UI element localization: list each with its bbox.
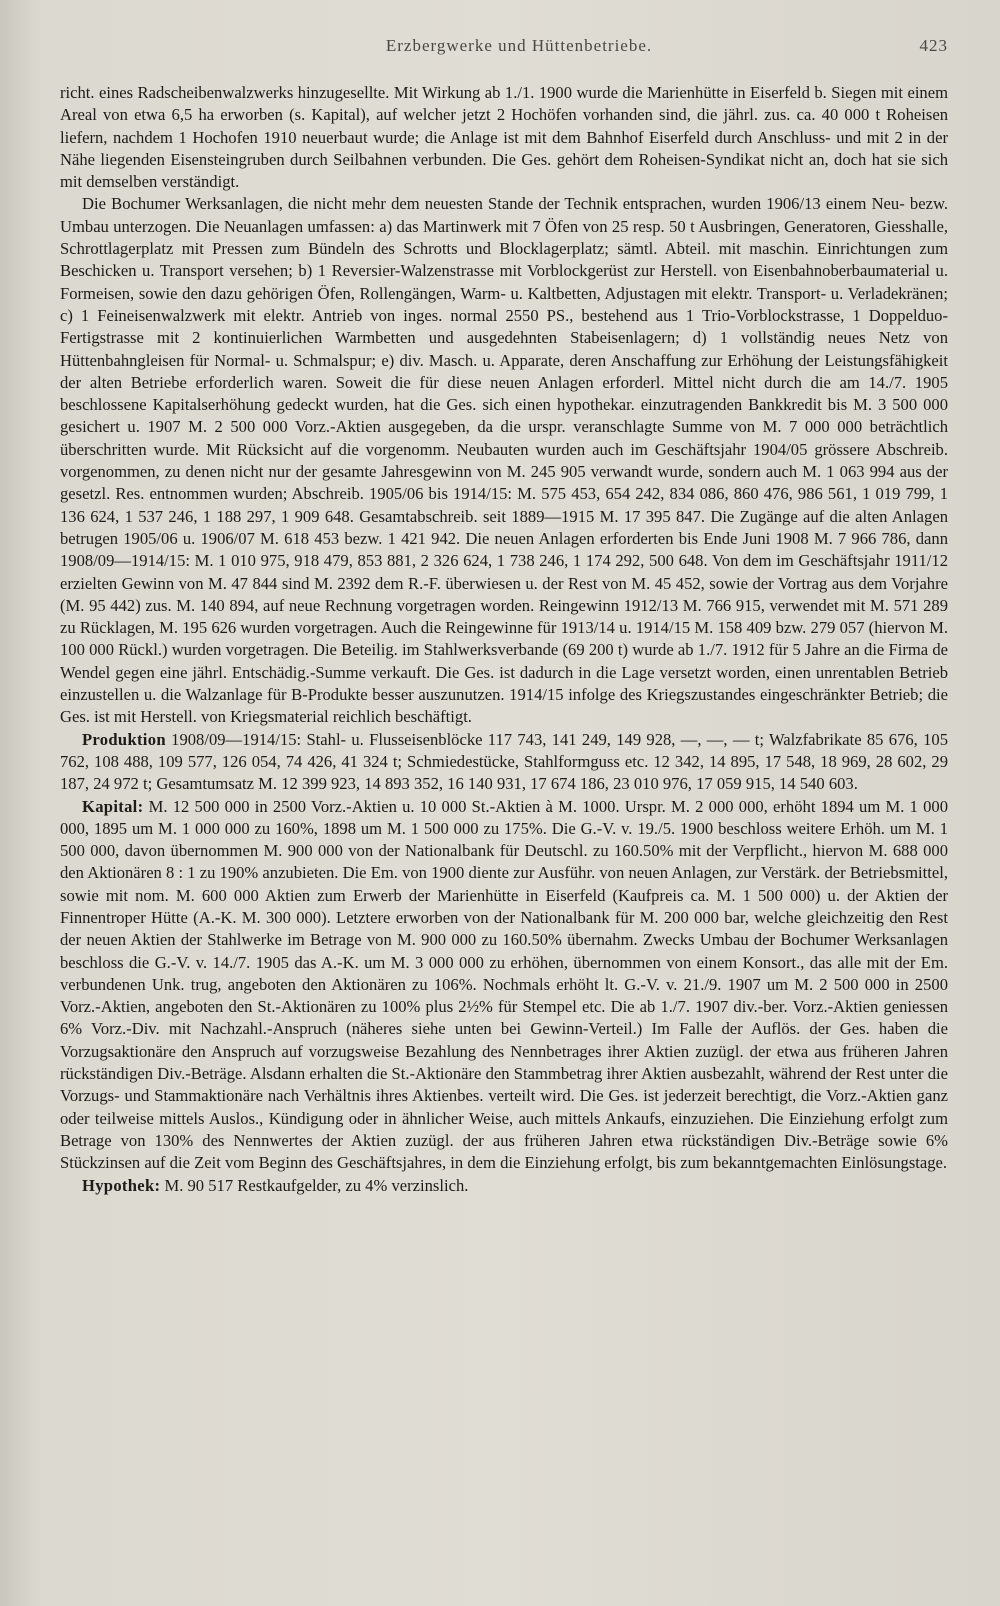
body-text (60, 82, 948, 1197)
paragraph-text: Die Bochumer Werksanlagen, die nicht mehr dem neuesten Stande der Technik entsprachen, wurden 1906/13 einem Neu- bezw. Umbau unterzogen. Die Neuanlagen umfassen: a) das Martinwerk mit 7 Öfen von 25 resp. 50 t Ausbringen, Generatoren, Giesshalle, Schrottlagerplatz mit Pressen zum Bündeln des Schrotts und Blocklagerplatz; sämtl. Abteil. mit maschin. Einrichtungen zum Beschicken u. Transport versehen; b) 1 Reversier-Walzenstrasse mit Vorblockgerüst zur Herstell. von Eisenbahnoberbaumaterial u. Formeisen, sowie den dazu gehörigen Öfen, Rollengängen, Warm- u. Kaltbetten, Adjustagen mit elektr. Transport- u. Verladekränen; c) 1 Feineisenwalzwerk mit elektr. Antrieb von inges. normal 2550 PS., bestehend aus 1 Trio-Vorblockstrasse, 1 Doppelduo-Fertigstrasse mit 2 kontinuierlichen Warmbetten und ausgedehnten Stabeisenlagern; d) 1 vollständig neues Netz von Hüttenbahngleisen für Normal- u. Schmalspur; e) div. Masch. u. Apparate, deren Anschaffung zur Erhöhung der Leistungsfähigkeit der alten Betriebe erforderlich waren. Soweit die für diese neuen Anlagen erforderl. Mittel nicht durch die am 14./7. 1905 beschlossene Kapitalserhöhung gedeckt wurden, hat die Ges. sich einen hypothekar. einzutragenden Bankkredit bis M. 3 500 000 gesichert u. 1907 M. 2 500 000 Vorz.-Aktien ausgegeben, da die urspr. veranschlagte Summe von M. 7 000 000 beträchtlich überschritten wurde. Mit Rücksicht auf die vorgenomm. Neubauten wurden auch im Geschäftsjahr 1904/05 grössere Abschreib. vorgenommen, zu denen nicht nur der gesamte Jahresgewinn von M. 245 905 verwandt wurde, sondern auch M. 1 063 994 aus der gesetzl. Res. entnommen wurden; Abschreib. 1905/06 bis 1914/15: M. 575 453, 654 242, 834 086, 860 476, 986 561, 1 019 799, 1 136 624, 1 537 246, 1 188 297, 1 909 648. Gesamtabschreib. seit 1889—1915 M. 17 395 847. Die Zugänge auf die alten Anlagen betrugen 1905/06 u. 1906/07 M. 618 453 bezw. 1 421 942. Die neuen Anlagen erforderten bis Ende Juni 1908 M. 7 966 786, dann 1908/09—1914/15: M. 1 010 975, 918 479, 853 881, 2 326 624, 1 738 246, 1 174 292, 500 648. Von dem im Geschäftsjahr 1911/12 erzielten Gewinn von M. 47 844 sind M. 2392 dem R.-F. überwiesen u. der Rest von M. 45 452, sowie der Vortrag aus dem Vorjahre (M. 95 442) zus. M. 140 894, auf neue Rechnung vorgetragen worden. Reingewinn 1912/13 M. 766 915, verwendet mit M. 571 289 zu Rücklagen, M. 195 626 wurden vorgetragen. Auch die Reingewinne für 1913/14 u. 1914/15 M. 158 409 bzw. 279 057 (hiervon M. 100 000 Rückl.) wurden vorgetragen. Die Beteilig. im Stahlwerksverbande (69 200 t) wurde ab 1./7. 1912 für 5 Jahre an die Firma de Wendel gegen eine jährl. Entschädig.-Summe verkauft. Die Ges. ist dadurch in die Lage versetzt worden, einen unrentablen Betrieb einzustellen u. die Walzanlage für B-Produkte besser auszunutzen. 1914/15 infolge des Kriegszustandes eingeschränkter Betrieb; die Ges. ist mit Herstell. von Kriegsmaterial reichlich beschäftigt. (60, 194, 948, 727)
running-title: Erzbergwerke und Hüttenbetriebe. (385, 36, 653, 55)
page-number: 423 (919, 36, 948, 55)
paragraph-hypothek (60, 1175, 948, 1197)
paragraph-text: M. 90 517 Restkaufgelder, zu 4% verzinslich. (160, 1175, 469, 1195)
section-heading-hypothek: Hypothek: (82, 1175, 161, 1195)
paragraph-bochumer-werksanlagen (60, 193, 948, 728)
paragraph-text: 1908/09—1914/15: Stahl- u. Flusseisenblöcke 117 743, 141 249, 149 928, —, —, — t; Walzfabrikate 85 676, 105 762, 108 488, 109 577, 126 054, 74 426, 41 324 t; Schmiedestücke, Stahlformguss etc. 12 342, 14 895, 17 548, 18 969, 28 602, 29 187, 24 972 t; Gesamtumsatz M. 12 399 923, 14 893 352, 16 140 931, 17 674 186, 23 010 976, 17 059 915, 14 540 603. (60, 729, 948, 794)
paragraph-kapital (60, 796, 948, 1175)
paragraph-marienhuette (60, 82, 948, 193)
paragraph-text: richt. eines Radscheibenwalzwerks hinzugesellte. Mit Wirkung ab 1./1. 1900 wurde die Marienhütte in Eiserfeld b. Siegen mit einem Areal von etwa 6,5 ha erworben (s. Kapital), auf welcher jetzt 2 Hochöfen vorhanden sind, die jährl. zus. ca. 40 000 t Roheisen liefern, nachdem 1 Hochofen 1910 neuerbaut wurde; die Anlage ist mit dem Bahnhof Eiserfeld durch Anschluss- und mit 2 in der Nähe liegenden Eisensteingruben durch Seilbahnen verbunden. Die Ges. gehört dem Roheisen-Syndikat nicht an, doch hat sie sich mit demselben verständigt. (60, 83, 948, 192)
paragraph-produktion (60, 729, 948, 796)
paragraph-text: M. 12 500 000 in 2500 Vorz.-Aktien u. 10 000 St.-Aktien à M. 1000. Urspr. M. 2 000 000, erhöht 1894 um M. 1 000 000, 1895 um M. 1 000 000 zu 160%, 1898 um M. 1 500 000 zu 175%. Die G.-V. v. 19./5. 1900 beschloss weitere Erhöh. um M. 1 500 000, davon übernommen M. 900 000 von der Nationalbank für Deutschl. zu 160.50% mit der Verpflicht., hiervon M. 688 000 den Aktionären 8 : 1 zu 190% anzubieten. Die Em. von 1900 diente zur Ausführ. von neuen Anlagen, zur Verstärk. der Betriebsmittel, sowie mit nom. M. 600 000 Aktien zum Erwerb der Marienhütte in Eiserfeld (Kaufpreis ca. M. 1 500 000) u. der Aktien der Finnentroper Hütte (A.-K. M. 300 000). Letztere erworben von der Nationalbank für M. 200 000 bar, welche gleichzeitig den Rest der neuen Aktien der Stahlwerke im Betrage von M. 900 000 zu 160.50% übernahm. Zwecks Umbau der Bochumer Werksanlagen beschloss die G.-V. v. 14./7. 1905 das A.-K. um M. 3 000 000 zu erhöhen, übernommen von einem Konsort., das alle mit der Em. verbundenen Unk. trug, angeboten den Aktionären zu 106%. Nochmals erhöht lt. G.-V. v. 21./9. 1907 um M. 2 500 000 in 2500 Vorz.-Aktien, angeboten den St.-Aktionären zu 100% plus 2½% für Stempel etc. Die ab 1./7. 1907 div.-ber. Vorz.-Aktien geniessen 6% Vorz.-Div. mit Nachzahl.-Anspruch (näheres siehe unten bei Gewinn-Verteil.) Im Falle der Auflös. der Ges. haben die Vorzugsaktionäre den Anspruch auf vorzugsweise Bezahlung des Nennbetrages ihrer Aktien zuzügl. der etwa aus früheren Jahren rückständigen Div.-Beträge. Alsdann erhalten die St.-Aktionäre den Stammbetrag ihrer Aktien ausbezahlt, während der Rest unter die Vorzugs- und Stammaktionäre nach Verhältnis ihres Aktienbes. verteilt wird. Die Ges. ist jederzeit berechtigt, die Vorz.-Aktien ganz oder teilweise mittels Auslos., Kündigung oder in ähnlicher Weise, auch mittels Ankaufs, einzuziehen. Die Einziehung erfolgt zum Betrage von 130% des Nennwertes der Aktien zuzügl. der aus früheren Jahren etwa rückständigen Div.-Beträge sowie 6% Stückzinsen auf die Zeit vom Beginn des Geschäftsjahres, in dem die Einziehung erfolgt, bis zum bekanntgemachten Einlösungstage. (60, 796, 948, 1173)
section-heading-produktion: Produktion (82, 729, 166, 749)
page-header (60, 36, 948, 82)
section-heading-kapital: Kapital: (82, 796, 144, 816)
